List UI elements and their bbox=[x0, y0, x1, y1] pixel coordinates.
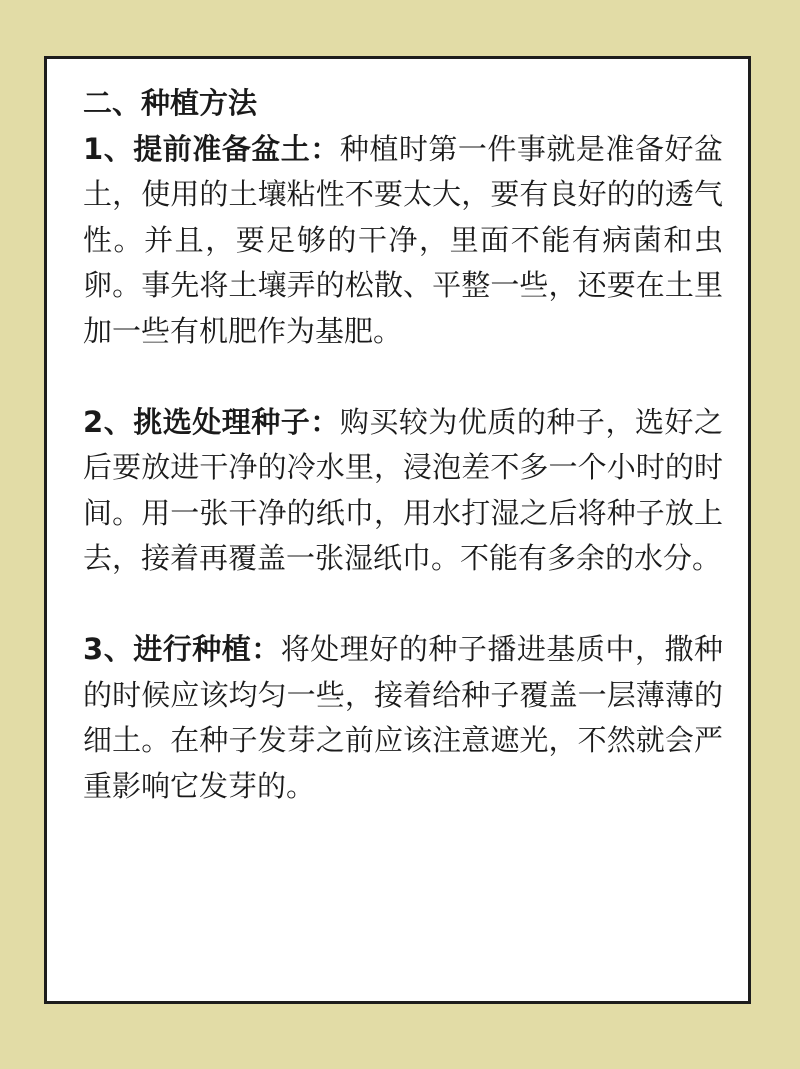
paragraph-label: 3、进行种植： bbox=[83, 632, 281, 666]
section-title: 二、种植方法 bbox=[83, 86, 258, 120]
paragraph-text: 将处理好的种子播进基质中，撒种的时候应该均匀一些，接着给种子覆盖一层薄薄的细土。在种子发芽之前应该注意遮光，不然就会严重影响它发芽的。 bbox=[83, 632, 723, 803]
paragraph-prepare-soil bbox=[83, 127, 723, 355]
paragraph-text: 种植时第一件事就是准备好盆土，使用的土壤粘性不要太大，要有良好的的透气性。并且，要足够的干净，里面不能有病菌和虫卵。事先将土壤弄的松散、平整一些，还要在土里加一些有机肥作为基肥。 bbox=[83, 131, 723, 348]
content-card bbox=[44, 56, 751, 1004]
paragraph-select-seeds bbox=[83, 400, 723, 582]
article-body bbox=[83, 81, 723, 855]
paragraph-planting bbox=[83, 627, 723, 809]
paragraph-label: 1、提前准备盆土： bbox=[83, 131, 340, 166]
paragraph-text: 购买较为优质的种子，选好之后要放进干净的冷水里，浸泡差不多一个小时的时间。用一张干净的纸巾，用水打湿之后将种子放上去，接着再覆盖一张湿纸巾。不能有多余的水分。 bbox=[83, 404, 723, 575]
paragraph-label: 2、挑选处理种子： bbox=[83, 404, 340, 439]
